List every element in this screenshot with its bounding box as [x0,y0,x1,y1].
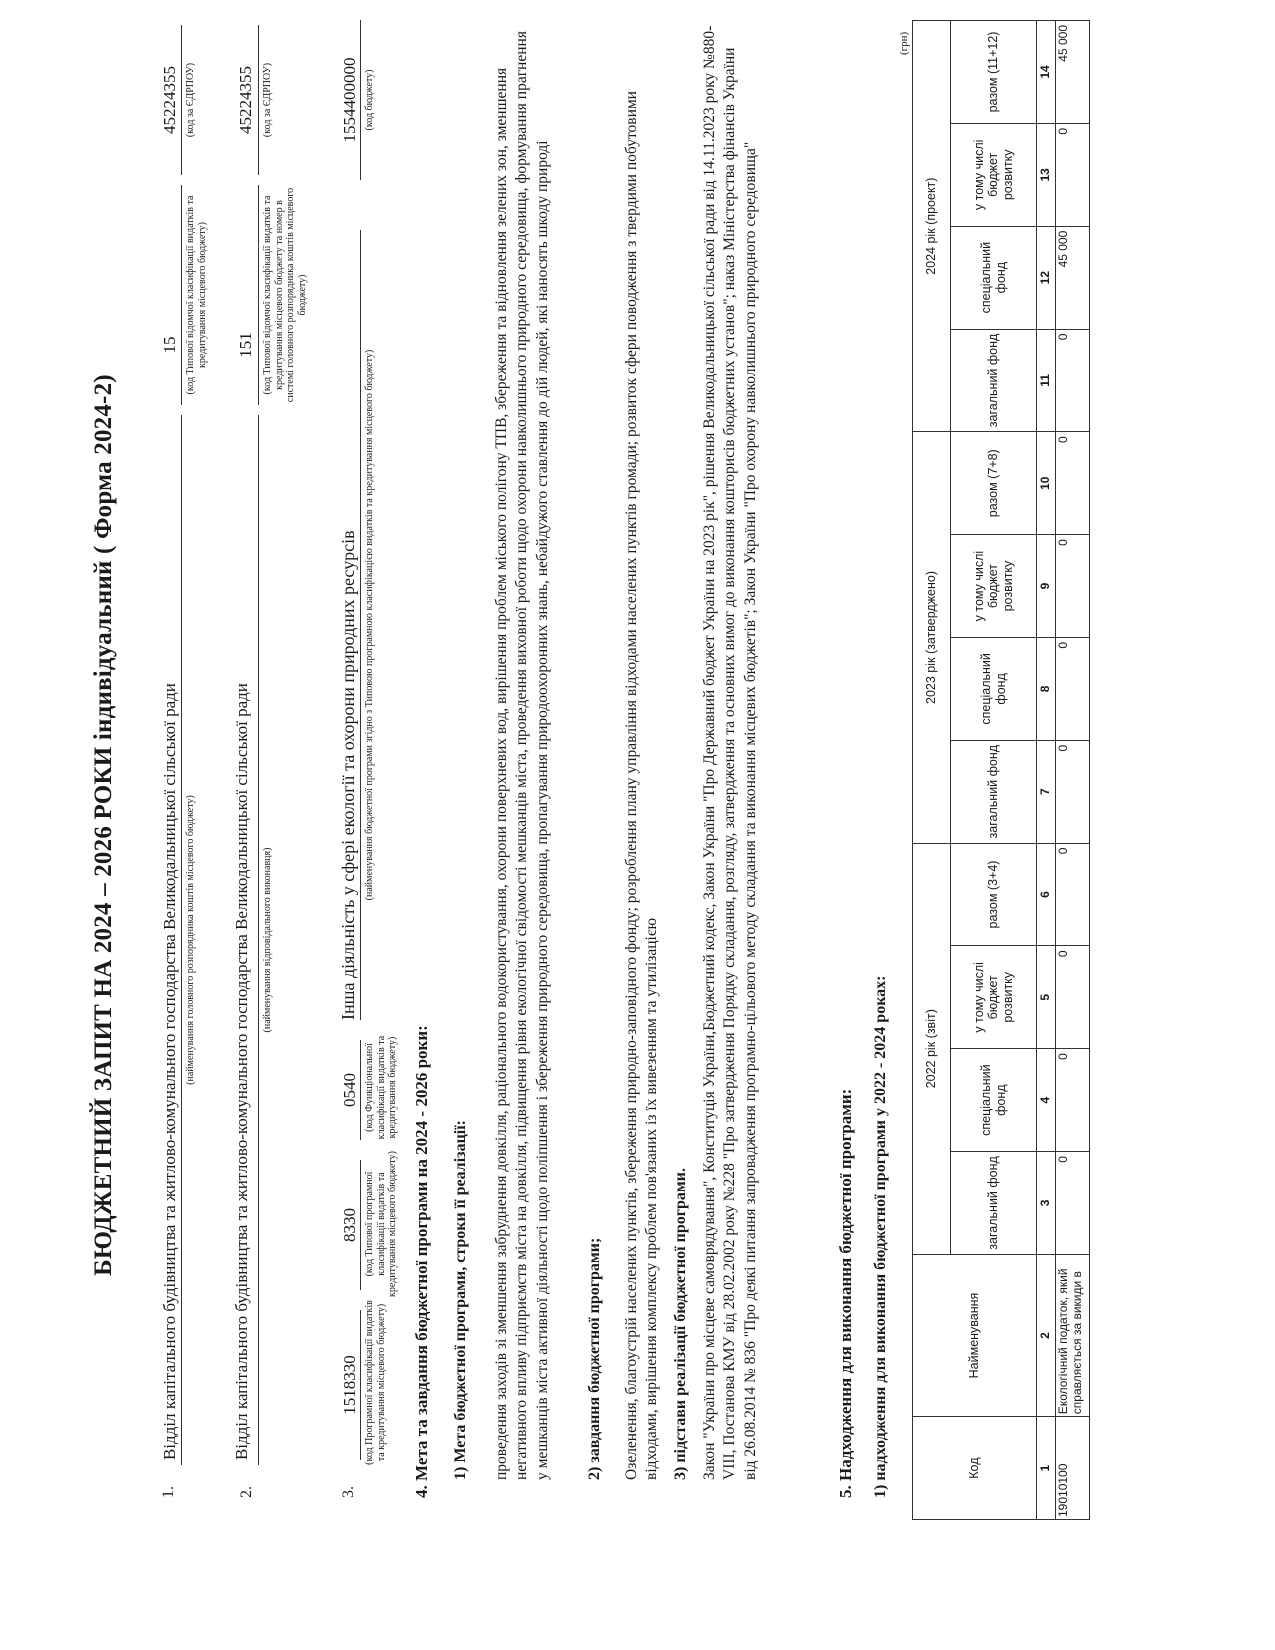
column-number: 1 [1037,1417,1056,1520]
row-2-name: Відділ капітального будівництва та житлово-комунального господарства Великодальницької сільської ради [232,683,251,1460]
row-1-name: Відділ капітального будівництва та житлово-комунального господарства Великодальницької сільської ради [160,683,179,1460]
row-2-edrpou-underline [258,25,259,175]
program-code-underline [360,1310,361,1460]
column-number: 13 [1037,123,1056,226]
cell-2022-total: 0 [1056,843,1090,946]
goal-heading: 1) Мета бюджетної програми, строки її реалізації: [452,1119,469,1480]
typical-program-code-caption: (код Типової програмної класифікації видатків та кредитування місцевого бюджету) [364,1151,398,1297]
cell-2024-general: 0 [1056,329,1090,432]
column-number: 4 [1037,1049,1056,1152]
column-number: 11 [1037,329,1056,432]
row-2-edrpou-caption: (код за ЄДРПОУ) [262,62,273,138]
header-special-fund: спеціальний фонд [951,1049,1037,1152]
column-number: 14 [1037,21,1056,124]
header-total: разом (11+12) [951,21,1037,124]
row-2-code-caption: (код Типової відомчої класифікації видатків та кредитування місцевого бюджету та номер в системі головного розпорядника коштів місцевого бюджету) [262,187,308,403]
cell-2022-development: 0 [1056,946,1090,1049]
cell-2023-development: 0 [1056,535,1090,638]
functional-code-underline [360,1040,361,1140]
cell-2024-total: 45 000 [1056,21,1090,124]
tasks-heading: 2) завдання бюджетної програми; [586,1237,603,1480]
header-year-2023: 2023 рік (затверджено) [913,432,951,843]
header-year-2022: 2022 рік (звіт) [913,843,951,1254]
row-1-underline [181,415,182,1465]
row-3-number: 3. [340,1486,357,1498]
row-2-code: 151 [236,332,255,358]
column-number: 5 [1037,946,1056,1049]
basis-text: Закон "України про місцеве самоврядування", Конституція України,Бюджетний кодекс, Закон України "Про Державний бюджет України на 2023 рік", рішення Великодальницької сільської ради від 14.11.2023 року №880-VIII, Постанова КМУ від 28.02.2002 року №228 "Про затвердження Порядку складання, розгляду, затвердження та основних вимог до виконання кошторисів бюджетних установ"; наказ Міністерства фінансів України від 26.08.2014 № 836 "Про деякі питання запровадження програмно-цільового методу складання та виконання місцевих бюджетів"; Закон України "Про охорону навколишнього природного середовища" [701,25,759,1480]
row-1-edrpou: 45224355 [160,66,179,134]
budget-code: 1554400000 [340,57,359,143]
column-number: 6 [1037,843,1056,946]
budget-code-caption: (код бюджету) [364,69,375,131]
row-1-code: 15 [160,336,179,354]
header-general-fund: загальний фонд [951,329,1037,432]
tasks-text: Озеленення, благоустрій населених пунктів, збереження природно-заповідного фонду; розроблення плану управління відходами населених пунктів громади; розвиток сфери поводження з твердими побутовими відходами, вирішення комплексу проблем пов'язаних із їх вивезенням та утилізацією [623,91,661,1480]
section-5-subheading: 1) надходження для виконання бюджетної програми у 2022 - 2024 роках: [872,975,889,1498]
header-special-fund: спеціальний фонд [951,637,1037,740]
cell-2023-general: 0 [1056,740,1090,843]
currency-unit: (грн) [898,31,910,55]
header-development-budget: у тому числі бюджет розвитку [951,946,1037,1049]
typical-program-code-underline [360,1160,361,1290]
section-4-heading: 4. Мета та завдання бюджетної програми на 2024 - 2026 роки: [412,1025,431,1498]
row-1-edrpou-caption: (код за ЄДРПОУ) [185,62,196,138]
program-name-caption: (найменування бюджетної програми згідно з Типовою програмною класифікацією видатків та кредитування місцевого бюджету) [364,349,375,901]
header-general-fund: загальний фонд [951,1152,1037,1255]
cell-2022-general: 0 [1056,1152,1090,1255]
row-2-code-underline [258,185,259,405]
row-1-name-caption: (найменування головного розпорядника коштів місцевого бюджету) [185,795,196,1085]
row-2-number: 2. [238,1486,255,1498]
row-1-code-underline [181,185,182,405]
row-2-edrpou: 45224355 [236,66,255,134]
header-total: разом (7+8) [951,432,1037,535]
table-row [1056,21,1090,1520]
row-2-underline [258,415,259,1465]
column-number: 9 [1037,535,1056,638]
row-name: Екологічний податок, який справляється за викиди в [1056,1254,1090,1416]
cell-2023-special: 0 [1056,637,1090,740]
functional-code: 0540 [340,1073,359,1107]
row-1-code-caption: (код Типової відомчої класифікації видатків та кредитування місцевого бюджету) [185,195,208,395]
header-name: Найменування [913,1254,1037,1416]
row-1-edrpou-underline [181,25,182,175]
column-number: 12 [1037,226,1056,329]
header-general-fund: загальний фонд [951,740,1037,843]
cell-2024-special: 45 000 [1056,226,1090,329]
column-number: 7 [1037,740,1056,843]
typical-program-code: 8330 [340,1208,359,1242]
program-name-underline [360,230,361,1020]
revenue-table [912,20,1090,1520]
section-5-heading: 5. Надходження для виконання бюджетної програми: [836,1088,855,1498]
cell-2022-special: 0 [1056,1049,1090,1152]
basis-heading: 3) підстави реалізації бюджетної програми. [672,1167,689,1480]
column-number: 2 [1037,1254,1056,1416]
header-total: разом (3+4) [951,843,1037,946]
program-name: Інша діяльність у сфері екології та охорони природних ресурсів [338,530,358,1020]
header-development-budget: у тому числі бюджет розвитку [951,123,1037,226]
row-code: 19010100 [1056,1417,1090,1520]
row-2-name-caption: (найменування відповідального виконавця) [262,847,273,1033]
column-number: 3 [1037,1152,1056,1255]
program-code-caption: (код Програмної класифікації видатків та кредитування місцевого бюджету) [364,1300,387,1465]
budget-code-underline [360,20,361,180]
header-special-fund: спеціальний фонд [951,226,1037,329]
header-year-2024: 2024 рік (проект) [913,21,951,432]
functional-code-caption: (код Функціональної класифікації видатків та кредитування бюджету) [364,1035,398,1140]
row-1-number: 1. [160,1486,177,1498]
column-number: 8 [1037,637,1056,740]
header-development-budget: у тому числі бюджет розвитку [951,535,1037,638]
program-code: 1518330 [340,1355,359,1415]
cell-2024-development: 0 [1056,123,1090,226]
header-code: Код [913,1417,1037,1520]
goal-text: проведення заходів зі зменшення забруднення довкілля, раціонального водокористування, охорони поверхневих вод, вирішення проблем міського полігону ТПВ, збереження та відновлення зелених зон, зменшення негативного впливу підприємств міста на довкілля, підвищення рівня екологічної свідомості мешканців міста, проведення виховної роботи щодо охорони навколишнього природного середовища, формування прагнення у мешканців міста активної діяльності щодо поліпшення і збереження природного середовища, пропагування природоохоронних знань, небайдужого ставлення до дій людей, які наносять шкоду природі [493,31,551,1480]
page-title: БЮДЖЕТНИЙ ЗАПИТ НА 2024 – 2026 РОКИ індивідуальний ( Форма 2024-2) [90,374,117,1276]
cell-2023-total: 0 [1056,432,1090,535]
column-number: 10 [1037,432,1056,535]
